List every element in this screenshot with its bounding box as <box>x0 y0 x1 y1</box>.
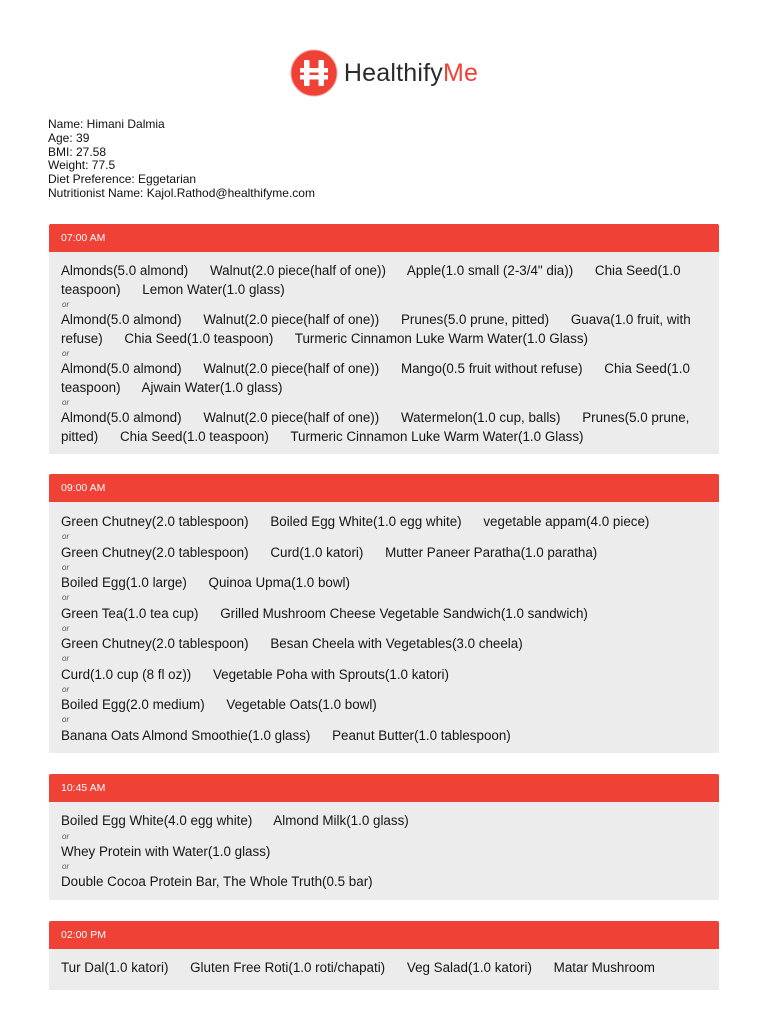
food-item: Almond Milk(1.0 glass) <box>273 813 409 828</box>
meal-slot <box>49 224 719 454</box>
food-item: Veg Salad(1.0 katori) <box>406 960 532 975</box>
food-item: Peanut Butter(1.0 tablespoon) <box>332 727 511 743</box>
food-item: Matar Mushroom <box>553 960 655 975</box>
meal-slot-options <box>49 502 719 753</box>
food-item: Vegetable Oats(1.0 bowl) <box>226 697 377 712</box>
food-item: Whey Protein with Water(1.0 glass) <box>61 843 271 859</box>
food-item: Double Cocoa Protein Bar, The Whole Truth(0.5 bar) <box>61 874 373 889</box>
food-item: Lemon Water(1.0 glass) <box>142 281 285 297</box>
or-separator: or <box>62 623 70 633</box>
food-item: Green Tea(1.0 tea cup) <box>61 605 199 621</box>
meal-option <box>61 873 703 892</box>
food-item: Besan Cheela with Vegetables(3.0 cheela) <box>270 636 523 651</box>
meal-slot-options <box>49 802 719 900</box>
food-item: Walnut(2.0 piece(half of one)) <box>203 410 380 425</box>
meal-option <box>61 959 703 978</box>
meal-option <box>61 634 703 653</box>
food-item: Prunes(5.0 prune, pitted) <box>61 410 690 444</box>
or-separator: or <box>62 684 70 694</box>
food-item: Tur Dal(1.0 katori) <box>61 960 169 975</box>
food-item: Almond(5.0 almond) <box>61 410 182 425</box>
food-item: Green Chutney(2.0 tablespoon) <box>61 636 249 651</box>
or-separator: or <box>62 593 70 602</box>
food-item: Boiled Egg White(4.0 egg white) <box>61 813 253 828</box>
meal-slot-time: 02:00 PM <box>49 921 719 949</box>
food-item: Curd(1.0 cup (8 fl oz)) <box>61 666 192 682</box>
food-item: Mutter Paneer Paratha(1.0 paratha) <box>385 544 598 560</box>
food-item: vegetable appam(4.0 piece) <box>483 514 650 529</box>
profile-diet: Diet Preference: Eggetarian <box>48 172 197 187</box>
food-item: Boiled Egg(1.0 large) <box>61 575 187 590</box>
brand-name-accent: Me <box>442 58 479 87</box>
meal-option <box>61 512 703 531</box>
food-item: Grilled Mushroom Cheese Vegetable Sandwich(1.0 sandwich) <box>220 605 588 621</box>
food-item: Turmeric Cinnamon Luke Warm Water(1.0 Glass) <box>290 428 584 444</box>
food-item: Turmeric Cinnamon Luke Warm Water(1.0 Glass) <box>294 330 588 346</box>
profile-age: Age: 39 <box>48 130 90 145</box>
food-item: Ajwain Water(1.0 glass) <box>141 379 283 395</box>
food-item: Mango(0.5 fruit without refuse) <box>400 361 583 376</box>
food-item: Quinoa Upma(1.0 bowl) <box>208 575 350 590</box>
or-separator: or <box>62 532 70 541</box>
food-item: Almond(5.0 almond) <box>61 312 182 327</box>
meal-slot <box>49 474 719 753</box>
food-item: Vegetable Poha with Sprouts(1.0 katori) <box>212 666 449 682</box>
food-item: Prunes(5.0 prune, pitted) <box>400 312 550 327</box>
healthifyme-logo-icon <box>290 49 338 97</box>
or-separator: or <box>62 349 70 358</box>
meal-slot <box>49 774 719 900</box>
meal-option <box>61 812 703 831</box>
meal-option <box>61 843 703 862</box>
meal-option <box>61 604 703 623</box>
food-item: Chia Seed(1.0 teaspoon) <box>119 428 269 444</box>
meal-option <box>61 262 703 299</box>
or-separator: or <box>62 831 70 841</box>
food-item: Banana Oats Almond Smoothie(1.0 glass) <box>61 727 311 743</box>
food-item: Walnut(2.0 piece(half of one)) <box>210 263 386 278</box>
food-item: Chia Seed(1.0 teaspoon) <box>61 361 690 395</box>
brand-name-main: Healthify <box>343 58 443 87</box>
food-item: Almond(5.0 almond) <box>61 361 182 376</box>
food-item: Apple(1.0 small (2-3/4" dia)) <box>406 263 574 278</box>
food-item: Almonds(5.0 almond) <box>61 263 189 278</box>
meal-option <box>61 665 703 684</box>
meal-slot-time: 07:00 AM <box>49 224 719 252</box>
food-item: Guava(1.0 fruit, with refuse) <box>61 312 691 346</box>
or-separator: or <box>62 862 70 871</box>
meal-option <box>61 311 703 348</box>
or-separator: or <box>62 398 70 407</box>
profile-nutritionist: Nutritionist Name: Kajol.Rathod@healthifyme.com <box>48 185 315 200</box>
profile-bmi: BMI: 27.58 <box>48 144 107 159</box>
food-item: Chia Seed(1.0 teaspoon) <box>124 330 274 346</box>
or-separator: or <box>62 562 70 572</box>
meal-option <box>61 543 703 562</box>
meal-option <box>61 695 703 714</box>
meal-option <box>61 726 703 745</box>
meal-slot-time: 09:00 AM <box>49 474 719 502</box>
food-item: Green Chutney(2.0 tablespoon) <box>61 514 249 529</box>
meal-option <box>61 409 703 446</box>
meal-slot-time: 10:45 AM <box>49 774 719 802</box>
profile-name: Name: Himani Dalmia <box>48 117 165 131</box>
food-item: Boiled Egg(2.0 medium) <box>61 697 205 712</box>
or-separator: or <box>62 715 70 724</box>
or-separator: or <box>62 300 70 309</box>
profile-weight: Weight: 77.5 <box>48 158 116 173</box>
food-item: Gluten Free Roti(1.0 roti/chapati) <box>190 960 386 975</box>
food-item: Walnut(2.0 piece(half of one)) <box>203 312 380 327</box>
meal-option <box>61 360 703 397</box>
meal-slot-options <box>49 949 719 990</box>
meal-slot <box>49 921 719 990</box>
brand-name <box>344 59 478 88</box>
food-item: Boiled Egg White(1.0 egg white) <box>270 514 462 529</box>
meal-slot-options <box>49 252 719 454</box>
profile-info <box>48 118 315 201</box>
food-item: Walnut(2.0 piece(half of one)) <box>203 361 380 376</box>
brand-logo <box>0 48 768 98</box>
meal-option <box>61 573 703 592</box>
food-item: Curd(1.0 katori) <box>270 544 364 560</box>
food-item: Green Chutney(2.0 tablespoon) <box>61 544 249 560</box>
food-item: Chia Seed(1.0 teaspoon) <box>61 263 681 297</box>
or-separator: or <box>62 654 70 663</box>
food-item: Watermelon(1.0 cup, balls) <box>400 410 561 425</box>
